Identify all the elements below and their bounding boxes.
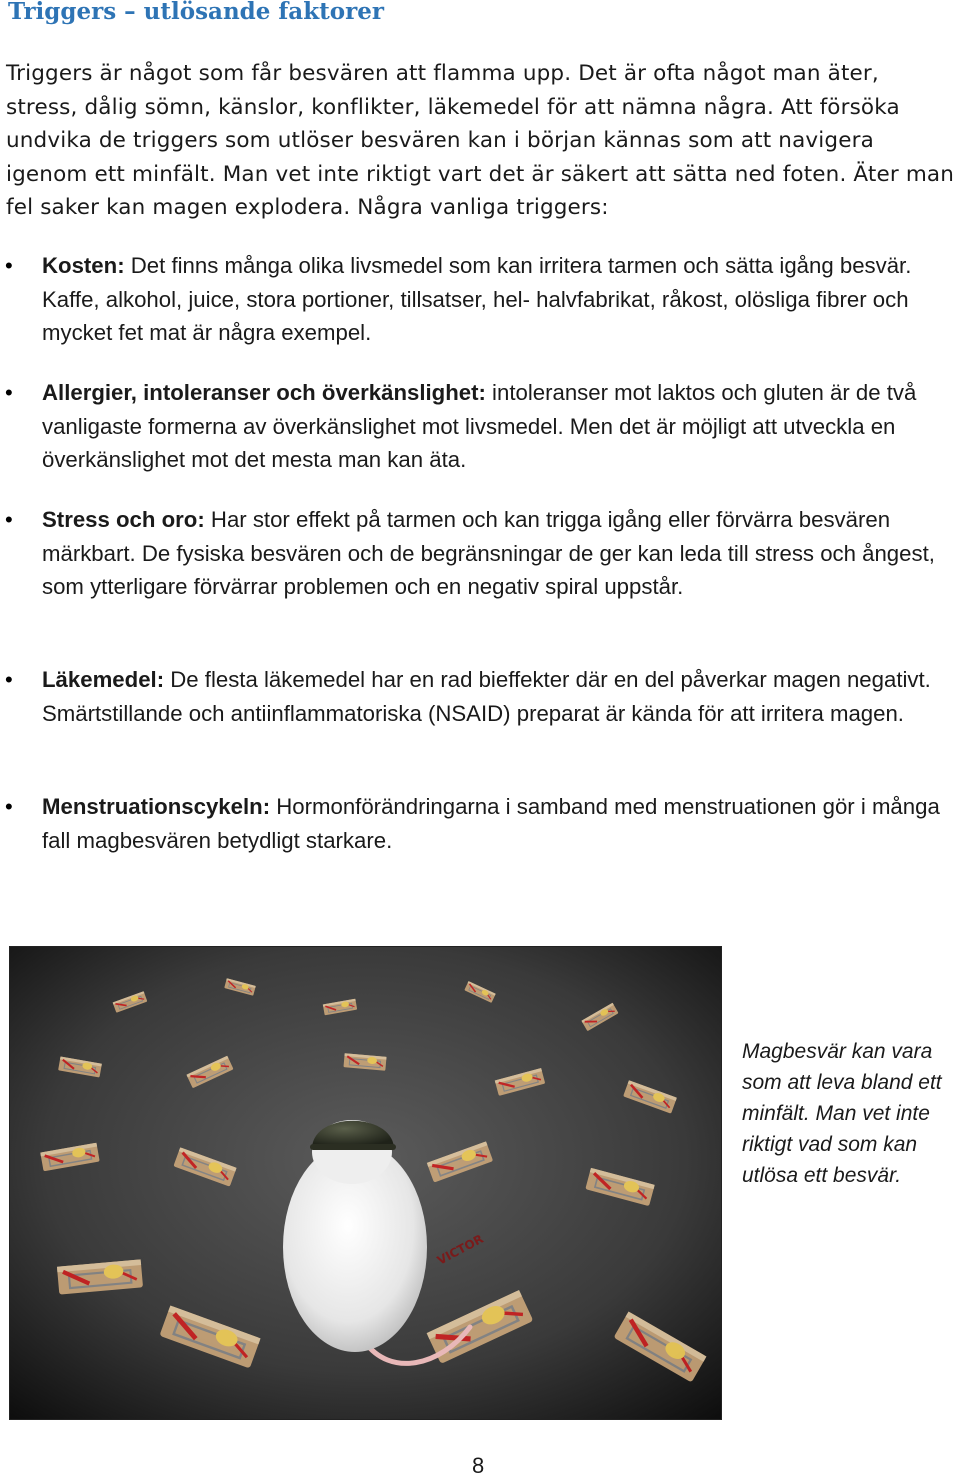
mouse-traps-photo — [9, 946, 722, 1420]
section-heading: Triggers – utlösande faktorer — [8, 0, 384, 25]
bullet-text: Det finns många olika livsmedel som kan irritera tarmen och sätta igång besvär. Kaffe, alkohol, juice, stora portioner, tillsatser, hel- halvfabrikat, råkost, olösliga fibrer och mycket fet mat är några exempel. — [42, 253, 912, 345]
bullet-icon: • — [5, 794, 13, 819]
bullet-term: Kosten: — [42, 253, 125, 278]
bullet-icon: • — [5, 507, 13, 532]
bullet-icon: • — [5, 380, 13, 405]
list-item — [5, 376, 960, 477]
bullet-icon: • — [5, 667, 13, 692]
bullet-term: Stress och oro: — [42, 507, 205, 532]
list-item — [5, 503, 960, 604]
photo-illustration — [10, 947, 721, 1419]
bullet-text: Har stor effekt på tarmen och kan trigga igång eller förvärra besvären märkbart. De fysiska besvären och de begränsningar de ger kan leda till stress och ångest, som ytterligare förvärrar problemen och en negativ spiral uppstår. — [42, 507, 935, 599]
list-item — [5, 663, 960, 730]
bullet-term: Läkemedel: — [42, 667, 165, 692]
list-item — [5, 790, 960, 857]
bullet-term: Allergier, intoleranser och överkänslighet: — [42, 380, 486, 405]
intro-paragraph: Triggers är något som får besvären att flamma upp. Det är ofta något man äter, stress, dålig sömn, känslor, konflikter, läkemedel för att nämna några. Att försöka undvika de triggers som utlöser besvären kan i början kännas som att navigera igenom ett minfält. Man vet inte riktigt vart det är säkert att sätta ned foten. Äter man fel saker kan magen explodera. Några vanliga triggers: — [6, 61, 955, 220]
photo-caption: Magbesvär kan vara som att leva bland ett minfält. Man vet inte riktigt vad som kan utlösa ett besvär. — [742, 1040, 942, 1187]
list-item — [5, 249, 960, 350]
bullet-text: De flesta läkemedel har en rad bieffekter där en del påverkar magen negativt. Smärtstillande och antiinflammatoriska (NSAID) preparat är kända för att irritera magen. — [42, 667, 931, 726]
bullet-term: Menstruationscykeln: — [42, 794, 271, 819]
bullet-icon: • — [5, 253, 13, 278]
trap-label: VICTOR — [434, 1231, 486, 1268]
bullet-text: intoleranser mot laktos och gluten är de två vanligaste formerna av överkänslighet mot livsmedel. Men det är möjligt att utveckla en överkänslighet mot det mesta man kan äta. — [42, 380, 917, 472]
bullet-text: Hormonförändringarna i samband med menstruationen gör i många fall magbesvären betydligt starkare. — [42, 794, 940, 853]
page-number: 8 — [472, 1453, 485, 1478]
